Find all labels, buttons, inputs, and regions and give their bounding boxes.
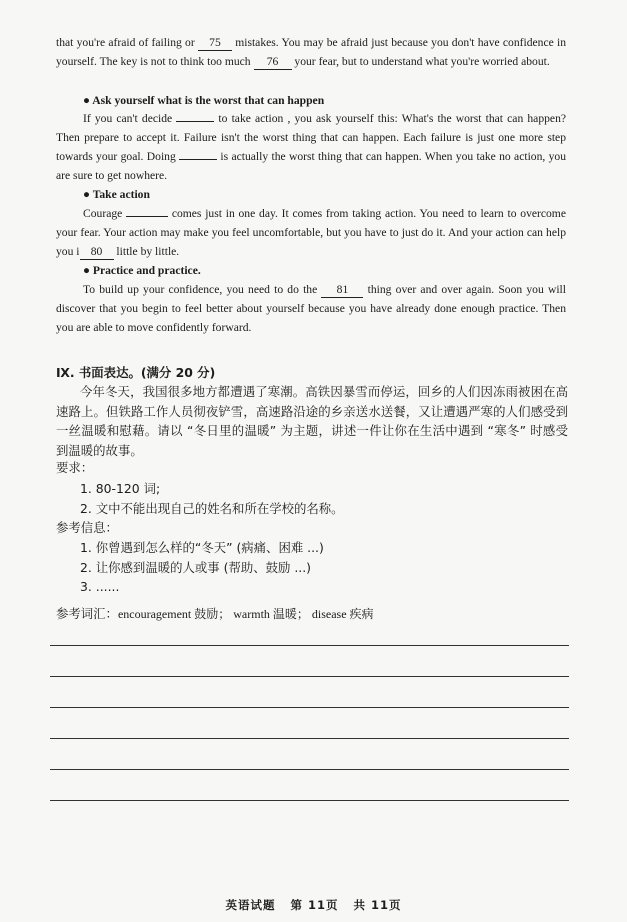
answer-line[interactable] bbox=[50, 800, 569, 801]
reading-paragraph-2: If you can't decide to take action , you ask yourself this: What's the worst that can happen? Then prepare to accept it. Failure isn't the worst thing that can happen. Each failure is just one more step towards your goal. Doing is actually the worst thing that can happen. When you take no action, you are sure to get nowhere. bbox=[56, 112, 567, 182]
answer-line[interactable] bbox=[50, 676, 569, 677]
section-heading-take-action: ● Take action bbox=[83, 188, 150, 201]
reference-item: 2. 让你感到温暖的人或事 (帮助、鼓励 ...) bbox=[80, 560, 311, 575]
reading-paragraph-4: To build up your confidence, you need to do the 81 thing over and over again. Soon you will discover that you begin to feel better about yourself because you have already done enough practice. Then you are able to move confidently forward. bbox=[56, 283, 566, 334]
requirement-item: 1. 80-120 词; bbox=[80, 481, 161, 496]
section-heading-ask-yourself: ● Ask yourself what is the worst that can happen bbox=[83, 94, 325, 107]
answer-line[interactable] bbox=[50, 769, 569, 770]
section-heading-practice: ● Practice and practice. bbox=[83, 264, 201, 277]
answer-blank-78 bbox=[179, 159, 217, 160]
answer-line[interactable] bbox=[50, 645, 569, 646]
vocab-line bbox=[56, 604, 374, 625]
answer-blank-75: 75 bbox=[198, 36, 232, 51]
answer-blank-77 bbox=[176, 121, 214, 122]
page-footer bbox=[0, 897, 627, 913]
reference-item: 1. 你曾遇到怎么样的“冬天” (病痛、困难 ...) bbox=[80, 540, 324, 555]
vocab-list: encouragement 鼓励； warmth 温暖； disease 疾病 bbox=[117, 607, 374, 621]
answer-blank-76: 76 bbox=[254, 55, 292, 70]
requirements-label: 要求： bbox=[56, 460, 94, 475]
footer-page-number: 第 11页 bbox=[290, 898, 339, 912]
vocab-label: 参考词汇： bbox=[56, 606, 118, 621]
reference-label: 参考信息： bbox=[56, 520, 118, 535]
requirement-item: 2. 文中不能出现自己的姓名和所在学校的名称。 bbox=[80, 501, 344, 516]
writing-section-heading: Ⅸ. 书面表达。(满分 20 分) bbox=[56, 365, 216, 380]
answer-line[interactable] bbox=[50, 707, 569, 708]
answer-blank-81: 81 bbox=[321, 283, 363, 298]
answer-blank-80: 80 bbox=[80, 245, 114, 260]
reading-paragraph-3: Courage comes just in one day. It comes from taking action. You need to learn to overcome your fear. Your action may make you feel uncomfortable, but you have to just do it. And your action can help you i 80 little by little. bbox=[56, 207, 566, 258]
footer-total-pages: 共 11页 bbox=[353, 898, 402, 912]
answer-blank-79 bbox=[126, 216, 168, 217]
reading-paragraph-1: that you're afraid of failing or 75 mistakes. You may be afraid just because you don't have confidence in yourself. The key is not to think too much 76 your fear, but to understand what you're worried about. bbox=[56, 36, 566, 68]
answer-line[interactable] bbox=[50, 738, 569, 739]
reference-item: 3. ...... bbox=[80, 579, 120, 594]
writing-prompt: 今年冬天，我国很多地方都遭遇了寒潮。高铁因暴雪而停运，回乡的人们因冻雨被困在高速路上。但铁路工作人员彻夜铲雪，高速路沿途的乡亲送水送餐，又让遭遇严寒的人们感受到一丝温暖和慰藉。请以 “冬日里的温暖” 为主题，讲述一件让你在生活中遇到 “寒冬” 时感受到温暖的故事。 bbox=[56, 384, 568, 458]
footer-subject: 英语试题 bbox=[225, 898, 276, 912]
